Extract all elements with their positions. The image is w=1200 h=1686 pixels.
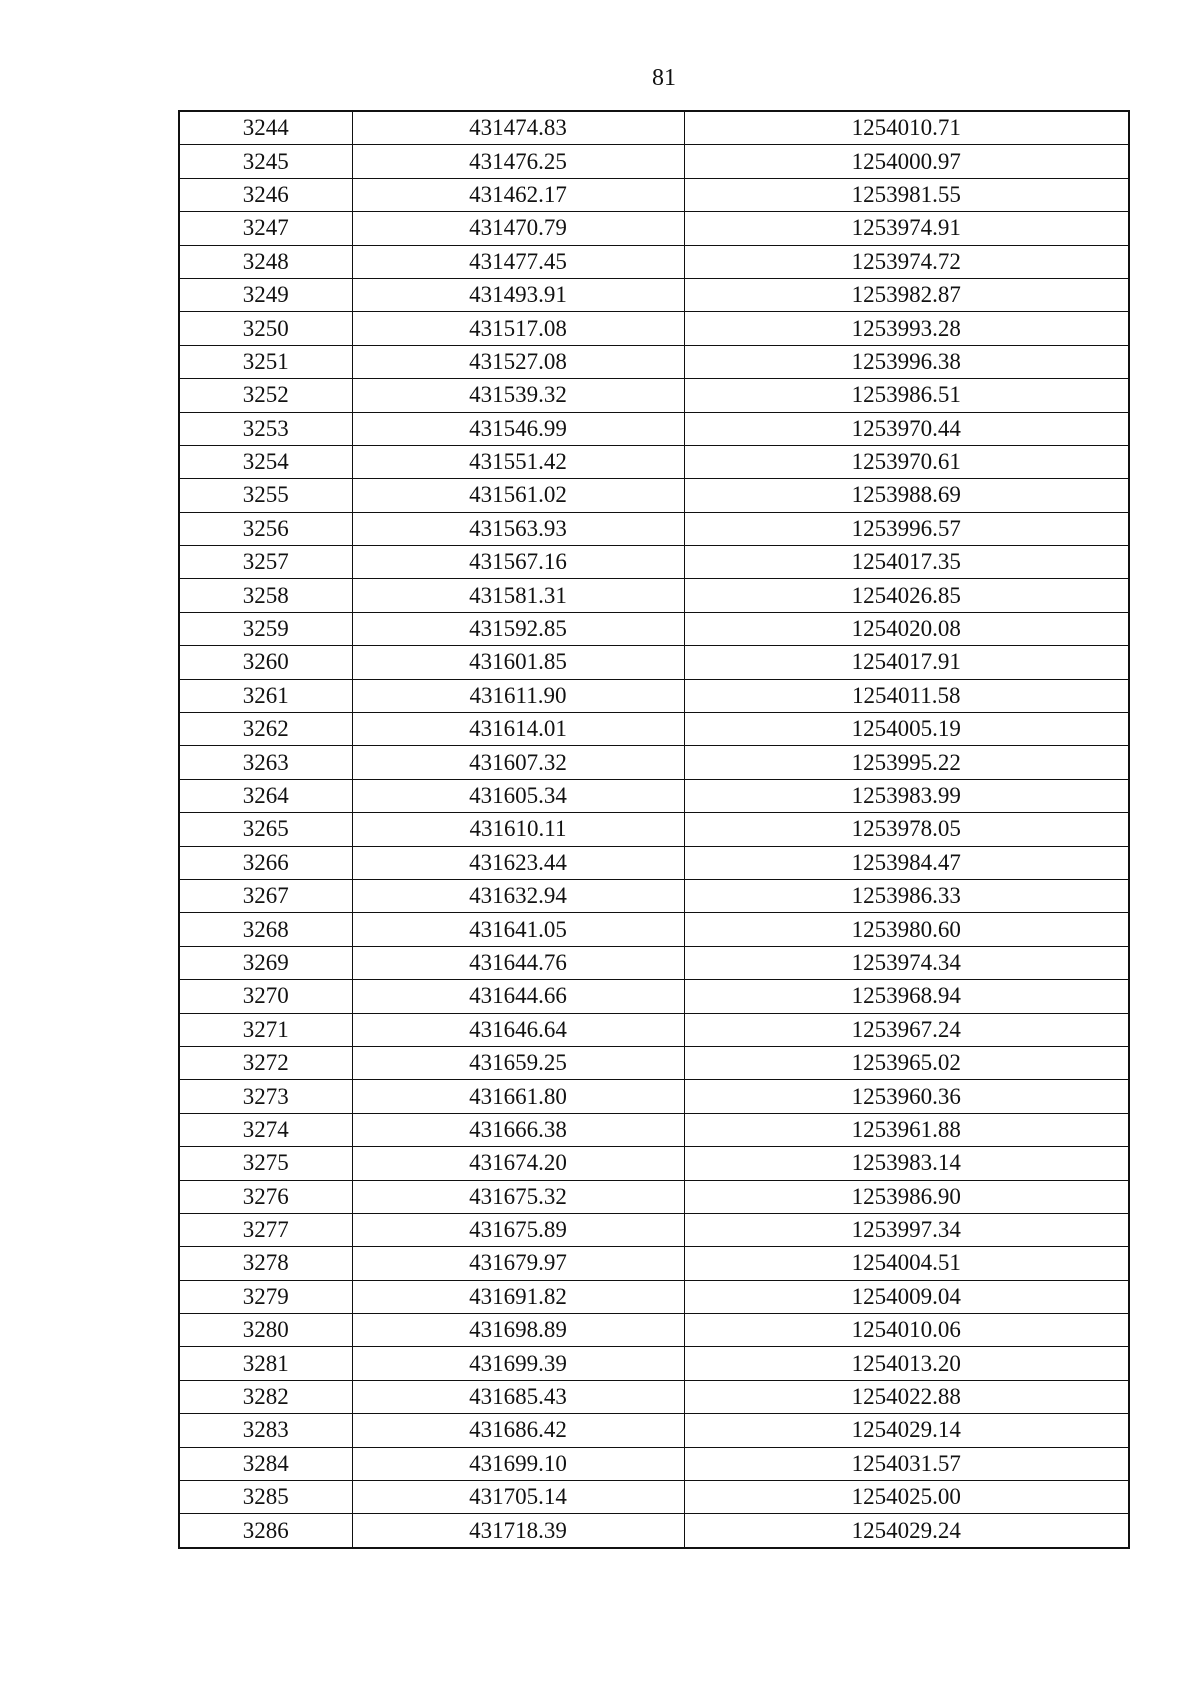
point-number-cell: 3248 [179,245,352,278]
table-row [179,579,1129,612]
table-row [179,1213,1129,1246]
table-row [179,379,1129,412]
y-coordinate-cell: 1254010.71 [684,111,1129,145]
point-number-cell: 3270 [179,980,352,1013]
y-coordinate-cell: 1254029.24 [684,1514,1129,1548]
y-coordinate-cell: 1253980.60 [684,913,1129,946]
y-coordinate-cell: 1253970.44 [684,412,1129,445]
x-coordinate-cell: 431517.08 [352,312,684,345]
y-coordinate-cell: 1253993.28 [684,312,1129,345]
x-coordinate-cell: 431644.66 [352,980,684,1013]
y-coordinate-cell: 1254010.06 [684,1314,1129,1347]
point-number-cell: 3260 [179,646,352,679]
table-row [179,679,1129,712]
table-row [179,111,1129,145]
table-row [179,879,1129,912]
y-coordinate-cell: 1254005.19 [684,713,1129,746]
y-coordinate-cell: 1254020.08 [684,612,1129,645]
x-coordinate-cell: 431718.39 [352,1514,684,1548]
x-coordinate-cell: 431607.32 [352,746,684,779]
x-coordinate-cell: 431477.45 [352,245,684,278]
point-number-cell: 3282 [179,1380,352,1413]
point-number-cell: 3286 [179,1514,352,1548]
point-number-cell: 3251 [179,345,352,378]
x-coordinate-cell: 431685.43 [352,1380,684,1413]
table-row [179,612,1129,645]
table-row [179,1046,1129,1079]
y-coordinate-cell: 1253982.87 [684,278,1129,311]
x-coordinate-cell: 431561.02 [352,479,684,512]
x-coordinate-cell: 431699.39 [352,1347,684,1380]
point-number-cell: 3257 [179,546,352,579]
point-number-cell: 3272 [179,1046,352,1079]
table-row [179,746,1129,779]
table-row [179,546,1129,579]
point-number-cell: 3266 [179,846,352,879]
table-row [179,913,1129,946]
table-row [179,646,1129,679]
y-coordinate-cell: 1253984.47 [684,846,1129,879]
y-coordinate-cell: 1253986.90 [684,1180,1129,1213]
y-coordinate-cell: 1254029.14 [684,1414,1129,1447]
point-number-cell: 3254 [179,445,352,478]
point-number-cell: 3258 [179,579,352,612]
y-coordinate-cell: 1253974.34 [684,946,1129,979]
x-coordinate-cell: 431623.44 [352,846,684,879]
x-coordinate-cell: 431666.38 [352,1113,684,1146]
y-coordinate-cell: 1253968.94 [684,980,1129,1013]
x-coordinate-cell: 431601.85 [352,646,684,679]
point-number-cell: 3262 [179,713,352,746]
table-row [179,1347,1129,1380]
y-coordinate-cell: 1253996.57 [684,512,1129,545]
x-coordinate-cell: 431581.31 [352,579,684,612]
table-row [179,145,1129,178]
x-coordinate-cell: 431470.79 [352,212,684,245]
y-coordinate-cell: 1254004.51 [684,1247,1129,1280]
point-number-cell: 3274 [179,1113,352,1146]
point-number-cell: 3246 [179,178,352,211]
x-coordinate-cell: 431539.32 [352,379,684,412]
table-row [179,479,1129,512]
point-number-cell: 3265 [179,813,352,846]
table-row [179,846,1129,879]
y-coordinate-cell: 1254022.88 [684,1380,1129,1413]
table-body [179,111,1129,1548]
y-coordinate-cell: 1253988.69 [684,479,1129,512]
x-coordinate-cell: 431699.10 [352,1447,684,1480]
table-row [179,1113,1129,1146]
y-coordinate-cell: 1254025.00 [684,1481,1129,1514]
x-coordinate-cell: 431563.93 [352,512,684,545]
table-row [179,1147,1129,1180]
point-number-cell: 3278 [179,1247,352,1280]
x-coordinate-cell: 431610.11 [352,813,684,846]
coordinate-table [178,110,1130,1549]
x-coordinate-cell: 431605.34 [352,779,684,812]
y-coordinate-cell: 1253970.61 [684,445,1129,478]
table-row [179,1447,1129,1480]
point-number-cell: 3264 [179,779,352,812]
table-row [179,1280,1129,1313]
table-row [179,245,1129,278]
point-number-cell: 3256 [179,512,352,545]
y-coordinate-cell: 1253961.88 [684,1113,1129,1146]
x-coordinate-cell: 431614.01 [352,713,684,746]
x-coordinate-cell: 431705.14 [352,1481,684,1514]
table-row [179,1514,1129,1548]
x-coordinate-cell: 431546.99 [352,412,684,445]
table-row [179,312,1129,345]
x-coordinate-cell: 431661.80 [352,1080,684,1113]
table-row [179,1013,1129,1046]
x-coordinate-cell: 431493.91 [352,278,684,311]
x-coordinate-cell: 431551.42 [352,445,684,478]
y-coordinate-cell: 1254013.20 [684,1347,1129,1380]
y-coordinate-cell: 1253983.14 [684,1147,1129,1180]
point-number-cell: 3280 [179,1314,352,1347]
x-coordinate-cell: 431686.42 [352,1414,684,1447]
point-number-cell: 3267 [179,879,352,912]
table-row [179,445,1129,478]
x-coordinate-cell: 431476.25 [352,145,684,178]
x-coordinate-cell: 431644.76 [352,946,684,979]
table-row [179,1481,1129,1514]
y-coordinate-cell: 1254017.91 [684,646,1129,679]
table-row [179,779,1129,812]
x-coordinate-cell: 431462.17 [352,178,684,211]
x-coordinate-cell: 431659.25 [352,1046,684,1079]
point-number-cell: 3281 [179,1347,352,1380]
table-row [179,1380,1129,1413]
point-number-cell: 3263 [179,746,352,779]
y-coordinate-cell: 1254011.58 [684,679,1129,712]
point-number-cell: 3249 [179,278,352,311]
table-row [179,1180,1129,1213]
x-coordinate-cell: 431698.89 [352,1314,684,1347]
y-coordinate-cell: 1254031.57 [684,1447,1129,1480]
y-coordinate-cell: 1253974.72 [684,245,1129,278]
table-row [179,412,1129,445]
point-number-cell: 3271 [179,1013,352,1046]
x-coordinate-cell: 431675.89 [352,1213,684,1246]
x-coordinate-cell: 431611.90 [352,679,684,712]
page-number: 81 [652,65,676,91]
point-number-cell: 3277 [179,1213,352,1246]
point-number-cell: 3253 [179,412,352,445]
table-row [179,713,1129,746]
point-number-cell: 3275 [179,1147,352,1180]
y-coordinate-cell: 1253986.33 [684,879,1129,912]
table-row [179,212,1129,245]
point-number-cell: 3279 [179,1280,352,1313]
x-coordinate-cell: 431632.94 [352,879,684,912]
y-coordinate-cell: 1254017.35 [684,546,1129,579]
point-number-cell: 3285 [179,1481,352,1514]
point-number-cell: 3276 [179,1180,352,1213]
x-coordinate-cell: 431646.64 [352,1013,684,1046]
table-row [179,1414,1129,1447]
point-number-cell: 3244 [179,111,352,145]
x-coordinate-cell: 431641.05 [352,913,684,946]
point-number-cell: 3261 [179,679,352,712]
y-coordinate-cell: 1254026.85 [684,579,1129,612]
y-coordinate-cell: 1253974.91 [684,212,1129,245]
x-coordinate-cell: 431691.82 [352,1280,684,1313]
y-coordinate-cell: 1253995.22 [684,746,1129,779]
x-coordinate-cell: 431679.97 [352,1247,684,1280]
x-coordinate-cell: 431527.08 [352,345,684,378]
table-row [179,178,1129,211]
y-coordinate-cell: 1253983.99 [684,779,1129,812]
y-coordinate-cell: 1254009.04 [684,1280,1129,1313]
y-coordinate-cell: 1253981.55 [684,178,1129,211]
x-coordinate-cell: 431675.32 [352,1180,684,1213]
table-row [179,1247,1129,1280]
y-coordinate-cell: 1254000.97 [684,145,1129,178]
point-number-cell: 3245 [179,145,352,178]
table-row [179,946,1129,979]
y-coordinate-cell: 1253965.02 [684,1046,1129,1079]
table-row [179,1314,1129,1347]
point-number-cell: 3250 [179,312,352,345]
x-coordinate-cell: 431567.16 [352,546,684,579]
point-number-cell: 3255 [179,479,352,512]
table-row [179,980,1129,1013]
x-coordinate-cell: 431674.20 [352,1147,684,1180]
y-coordinate-cell: 1253967.24 [684,1013,1129,1046]
y-coordinate-cell: 1253997.34 [684,1213,1129,1246]
table-row [179,512,1129,545]
point-number-cell: 3269 [179,946,352,979]
point-number-cell: 3283 [179,1414,352,1447]
point-number-cell: 3252 [179,379,352,412]
table-row [179,345,1129,378]
y-coordinate-cell: 1253978.05 [684,813,1129,846]
point-number-cell: 3268 [179,913,352,946]
point-number-cell: 3273 [179,1080,352,1113]
point-number-cell: 3247 [179,212,352,245]
point-number-cell: 3284 [179,1447,352,1480]
x-coordinate-cell: 431592.85 [352,612,684,645]
y-coordinate-cell: 1253986.51 [684,379,1129,412]
table-row [179,813,1129,846]
table-row [179,278,1129,311]
point-number-cell: 3259 [179,612,352,645]
y-coordinate-cell: 1253996.38 [684,345,1129,378]
y-coordinate-cell: 1253960.36 [684,1080,1129,1113]
table-row [179,1080,1129,1113]
x-coordinate-cell: 431474.83 [352,111,684,145]
